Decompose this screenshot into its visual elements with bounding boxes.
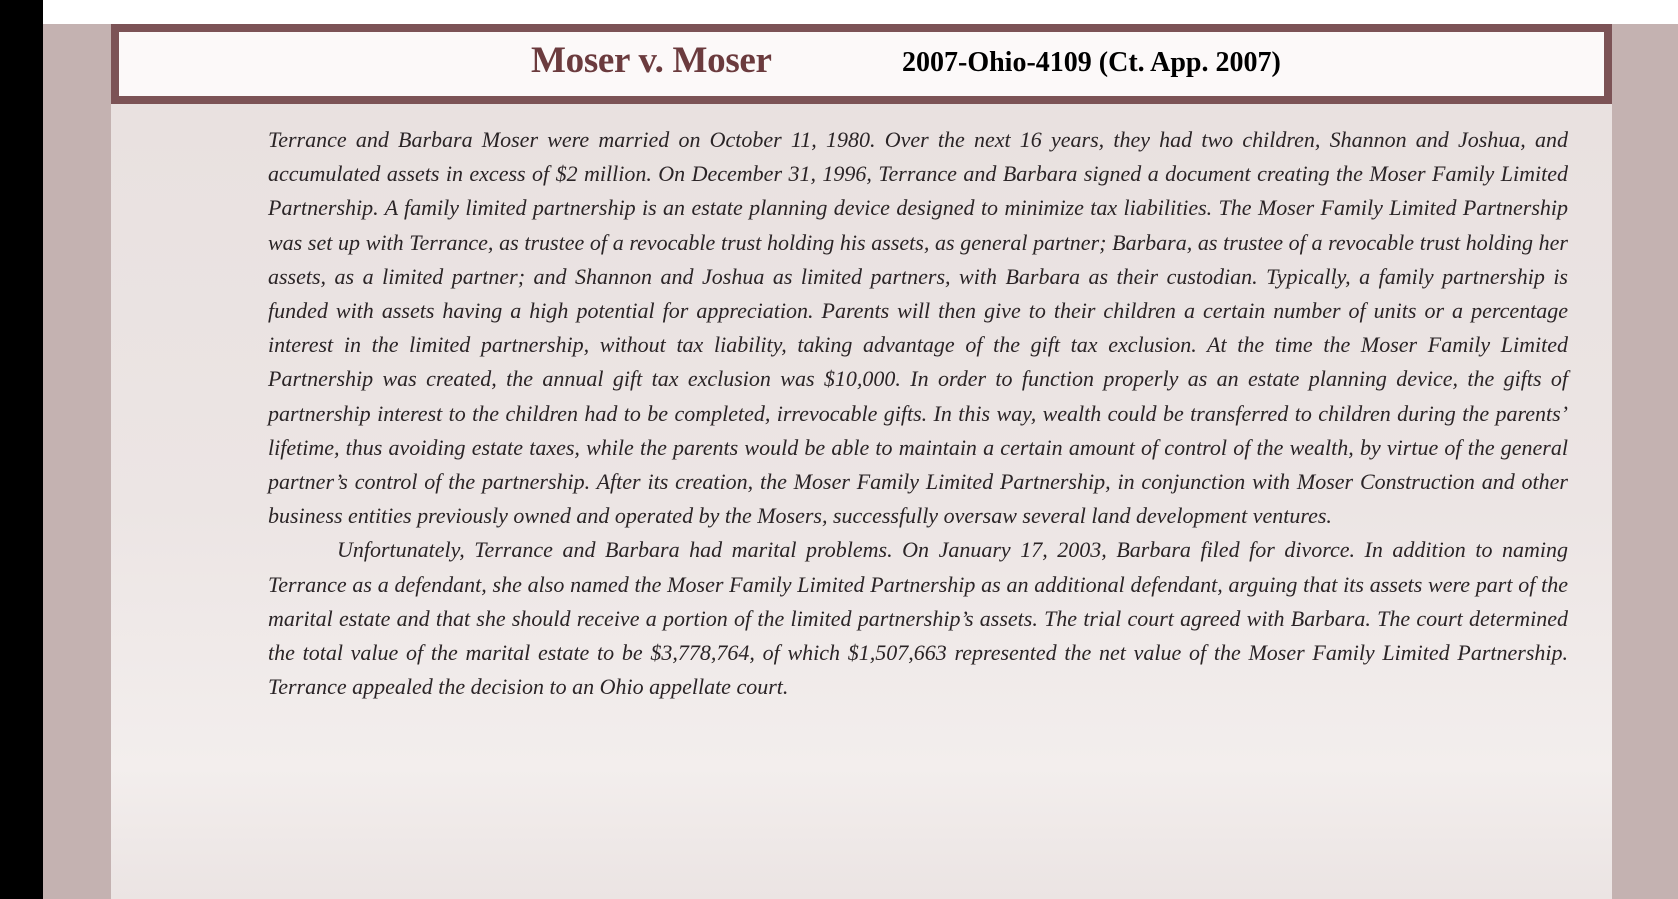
paragraph-procedural-history: Unfortunately, Terrance and Barbara had marital problems. On January 17, 2003, Barbara filed for divorce. In addition to naming Terrance as a defendant, she also named the Moser Family Limited Partnership as an additional defendant, arguing that its assets were part of the marital estate and that she should receive a portion of the limited partnership’s assets. The trial court agreed with Barbara. The court determined the total value of the marital estate to be $3,778,764, of which $1,507,663 represented the net value of the Moser Family Limited Partnership. Terrance appealed the decision to an Ohio appellate court. (268, 537, 1568, 700)
title-box (117, 30, 1606, 98)
left-black-bar (0, 0, 43, 899)
title-banner (111, 24, 1612, 104)
top-white-strip (43, 0, 1678, 24)
case-title: Moser v. Moser (531, 40, 772, 81)
right-side-panel (1612, 24, 1678, 899)
paragraph-facts: Terrance and Barbara Moser were married on October 11, 1980. Over the next 16 years, they had two children, Shannon and Joshua, and accumulated assets in excess of $2 million. On December 31, 1996, Terrance and Barbara signed a document creating the Moser Family Limited Partnership. A family limited partnership is an estate planning device designed to minimize tax liabilities. The Moser Family Limited Partnership was set up with Terrance, as trustee of a revocable trust holding his assets, as general partner; Barbara, as trustee of a revocable trust holding her assets, as a limited partner; and Shannon and Joshua as limited partners, with Barbara as their custodian. Typically, a family partnership is funded with assets having a high potential for appreciation. Parents will then give to their children a certain number of units or a percentage interest in the limited partnership, without tax liability, taking advantage of the gift tax exclusion. At the time the Moser Family Limited Partnership was created, the annual gift tax exclusion was $10,000. In order to function properly as an estate planning device, the gifts of partnership interest to the children had to be completed, irrevocable gifts. In this way, wealth could be transferred to children during the parents’ lifetime, thus avoiding estate taxes, while the parents would be able to maintain a certain amount of control of the wealth, by virtue of the general partner’s control of the partnership. After its creation, the Moser Family Limited Partnership, in conjunction with Moser Construction and other business entities previously owned and operated by the Mosers, successfully oversaw several land development ventures. (268, 127, 1568, 529)
slide (111, 24, 1612, 899)
case-body (268, 123, 1568, 704)
left-side-panel (43, 24, 111, 899)
case-citation: 2007-Ohio-4109 (Ct. App. 2007) (902, 47, 1281, 78)
